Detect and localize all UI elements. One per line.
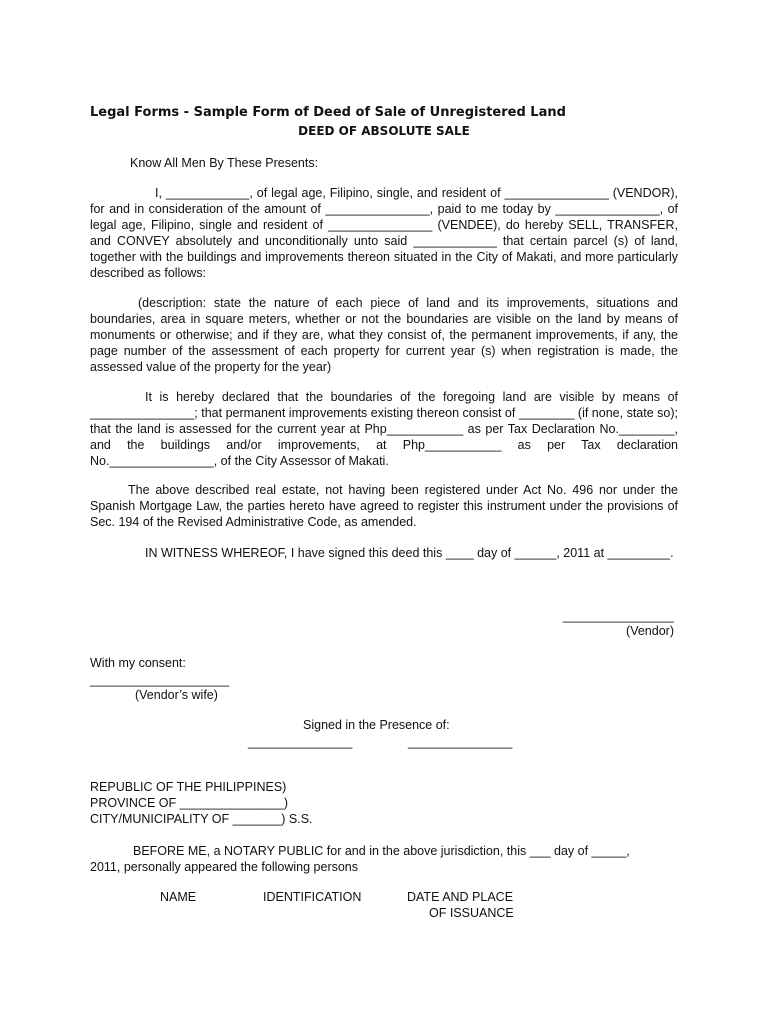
notary-statement-line-2: 2011, personally appeared the following persons	[90, 860, 359, 874]
notary-statement-line-1: BEFORE ME, a NOTARY PUBLIC for and in the above jurisdiction, this ___ day of _____,	[133, 844, 630, 858]
greeting: Know All Men By These Presents:	[130, 156, 319, 170]
paragraph-registration: The above described real estate, not having been registered under Act No. 496 nor under the Spanish Mortgage Law, the parties hereto have agreed to register this instrument under the provisions of Sec. 194 of the Revised Administrative Code, as amended.	[90, 483, 678, 529]
column-header-issuance: OF ISSUANCE	[429, 906, 514, 920]
witness-signature-line-1: _______________	[248, 735, 353, 749]
document-title: Legal Forms - Sample Form of Deed of Sale of Unregistered Land	[90, 105, 566, 120]
consent-label: With my consent:	[90, 656, 186, 670]
column-header-name: NAME	[160, 890, 197, 904]
column-header-date-place: DATE AND PLACE	[407, 890, 514, 904]
column-header-identification: IDENTIFICATION	[263, 890, 362, 904]
paragraph-witness: IN WITNESS WHEREOF, I have signed this deed this ____ day of ______, 2011 at _________.	[145, 546, 674, 560]
witness-signature-line-2: _______________	[408, 735, 513, 749]
vendor-label: (Vendor)	[626, 624, 674, 638]
presence-label: Signed in the Presence of:	[303, 718, 450, 732]
wife-label: (Vendor’s wife)	[135, 688, 218, 702]
jurisdiction-city: CITY/MUNICIPALITY OF _______) S.S.	[90, 812, 313, 826]
paragraph-description: (description: state the nature of each piece of land and its improvements, situations and boundaries, area in square meters, whether or not the boundaries are visible on the land by means of monuments or otherwise; and if they are, what they consist of, the permanent improvements, if any, the page number of the assessment of each property for current year (s) when registration is made, the assessed value of the property for the year)	[90, 296, 678, 374]
wife-signature-line: ____________________	[90, 673, 230, 687]
deed-heading: DEED OF ABSOLUTE SALE	[298, 124, 470, 138]
vendor-signature-line: ________________	[562, 609, 674, 623]
jurisdiction-province: PROVINCE OF _______________)	[90, 796, 289, 810]
paragraph-sale-terms: I, ____________, of legal age, Filipino, single, and resident of _______________ (VENDOR), for and in consideration of the amount of _______________, paid to me today by _______________, of legal age, Filipino, single and resident of _______________ (VENDEE), do hereby SELL, TRANSFER, and CONVEY absolutely and unconditionally unto said ____________ that certain parcel (s) of land, together with the buildings and improvements thereon situated in the City of Makati, and more particularly described as follows:	[90, 186, 678, 280]
jurisdiction-republic: REPUBLIC OF THE PHILIPPINES)	[90, 780, 287, 794]
paragraph-boundaries: It is hereby declared that the boundaries of the foregoing land are visible by means of _______________; that permanent improvements existing thereon consist of ________ (if none, state so); that the land is assessed for the current year at Php___________ as per Tax Declaration No.________, and the buildings and/or improvements, at Php___________ as per Tax declaration No._______________, of the City Assessor of Makati.	[90, 390, 678, 468]
